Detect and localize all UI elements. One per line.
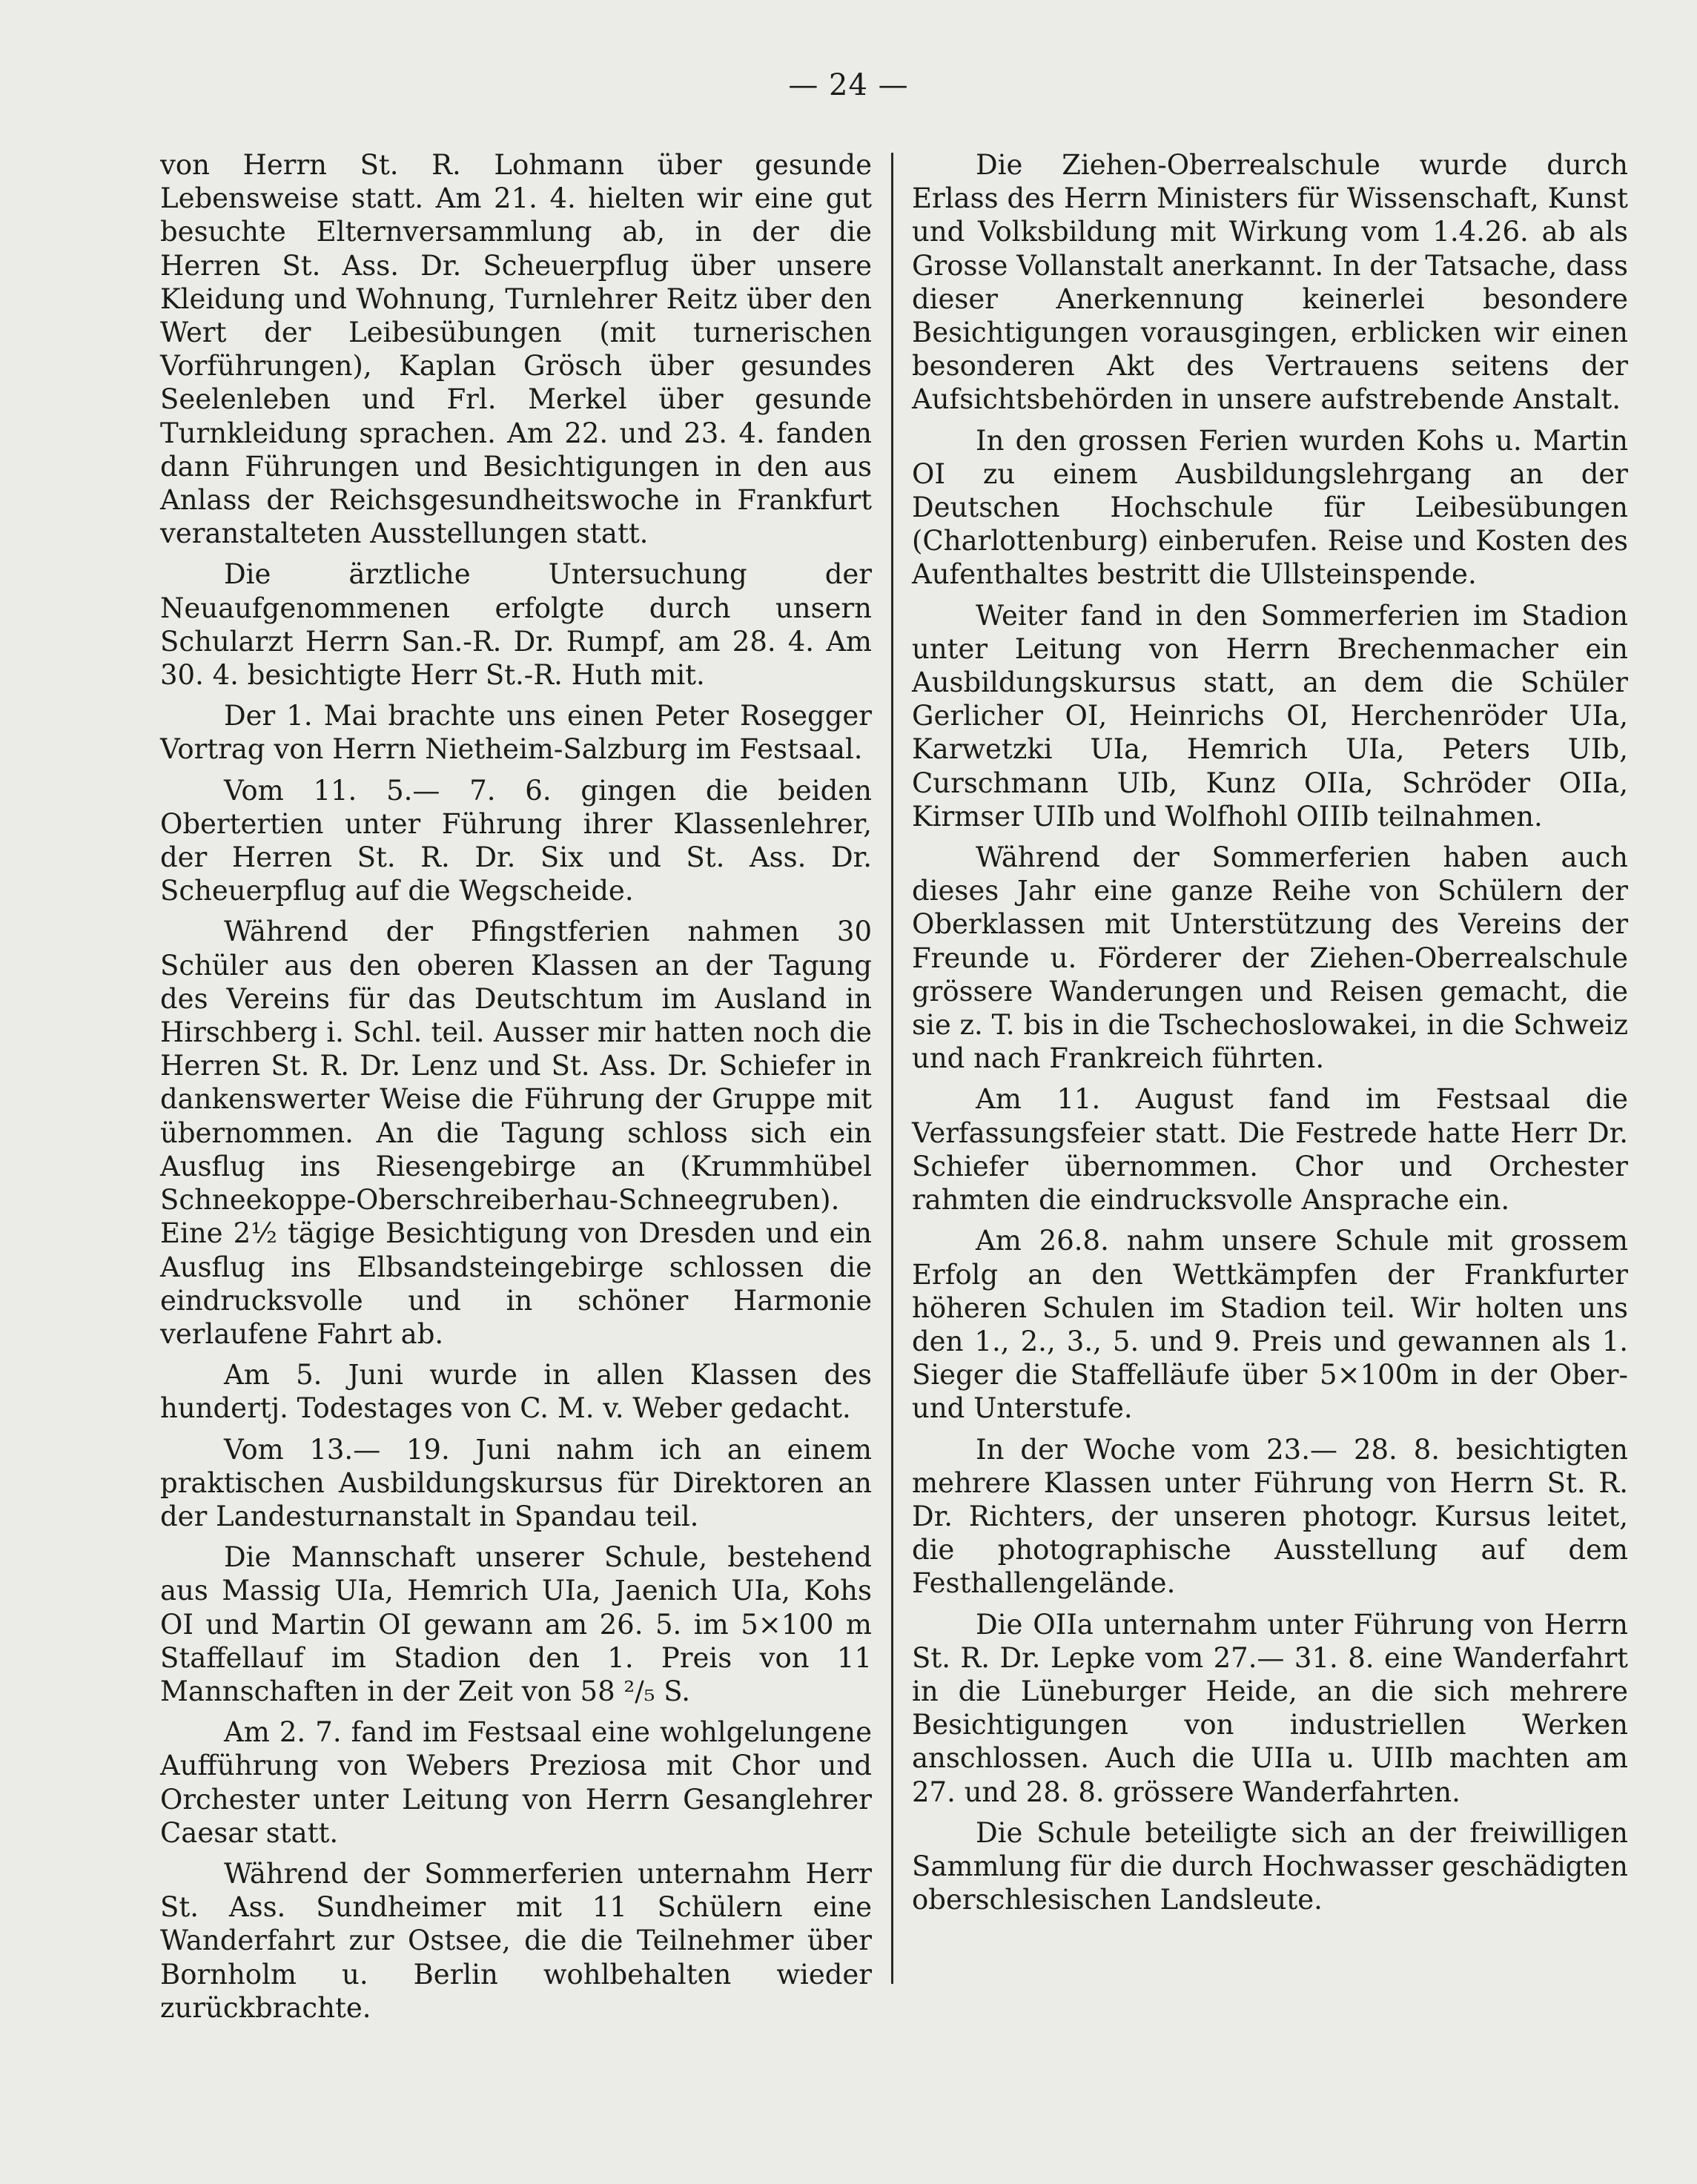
paragraph: In der Woche vom 23.— 28. 8. besichtigten mehrere Klassen unter Führung von Herrn St. R. Dr. Richters, der unseren photogr. Kursus leitet, die photographische Ausstellung auf dem Festhallengelände.: [912, 1433, 1628, 1600]
paragraph: Während der Sommerferien unternahm Herr St. Ass. Sundheimer mit 11 Schülern eine Wanderfahrt zur Ostsee, die die Teilnehmer über Bornholm u. Berlin wohlbehalten wieder zurückbrachte.: [160, 1857, 872, 2024]
paragraph: Am 26.8. nahm unsere Schule mit grossem Erfolg an den Wettkämpfen der Frankfurter höheren Schulen im Stadion teil. Wir holten uns den 1., 2., 3., 5. und 9. Preis und gewannen als 1. Sieger die Staffelläufe über 5×100m in der Ober- und Unterstufe.: [912, 1225, 1628, 1425]
paragraph: Vom 11. 5.— 7. 6. gingen die beiden Obertertien unter Führung ihrer Klassenlehrer, der Herren St. R. Dr. Six und St. Ass. Dr. Scheuerpflug auf die Wegscheide.: [160, 774, 872, 907]
paragraph: Am 5. Juni wurde in allen Klassen des hundertj. Todestages von C. M. v. Weber gedacht.: [160, 1359, 872, 1425]
paragraph: Vom 13.— 19. Juni nahm ich an einem praktischen Ausbildungskursus für Direktoren an der Landesturnanstalt in Spandau teil.: [160, 1433, 872, 1532]
page-number: — 24 —: [788, 68, 909, 102]
paragraph: In den grossen Ferien wurden Kohs u. Martin OI zu einem Ausbildungslehrgang an der Deutschen Hochschule für Leibesübungen (Charlottenburg) einberufen. Reise und Kosten des Aufenthaltes bestritt die Ullsteinspende.: [912, 424, 1628, 591]
paragraph: Während der Pfingstferien nahmen 30 Schüler aus den oberen Klassen an der Tagung des Vereins für das Deutschtum im Ausland in Hirschberg i. Schl. teil. Ausser mir hatten noch die Herren St. R. Dr. Lenz und St. Ass. Dr. Schiefer in dankenswerter Weise die Führung der Gruppe mit übernommen. An die Tagung schloss sich ein Ausflug ins Riesengebirge an (Krummhübel Schneekoppe-Oberschreiberhau-Schneegruben). Eine 2½ tägige Besichtigung von Dresden und ein Ausflug ins Elbsandsteingebirge schlossen die eindrucksvolle und in schöner Harmonie verlaufene Fahrt ab.: [160, 916, 872, 1350]
paragraph: Die Ziehen-Oberrealschule wurde durch Erlass des Herrn Ministers für Wissenschaft, Kunst und Volksbildung mit Wirkung vom 1.4.26. ab als Grosse Vollanstalt anerkannt. In der Tatsache, dass dieser Anerkennung keinerlei besondere Besichtigungen vorausgingen, erblicken wir einen besonderen Akt des Vertrauens seitens der Aufsichtsbehörden in unsere aufstrebende Anstalt.: [912, 149, 1628, 416]
paragraph: Der 1. Mai brachte uns einen Peter Rosegger Vortrag von Herrn Nietheim-Salzburg im Festsaal.: [160, 700, 872, 766]
paragraph: Die Mannschaft unserer Schule, bestehend aus Massig UIa, Hemrich UIa, Jaenich UIa, Kohs OI und Martin OI gewann am 26. 5. im 5×100 m Staffellauf im Stadion den 1. Preis von 11 Mannschaften in der Zeit von 58 ²/₅ S.: [160, 1541, 872, 1707]
left-column: [160, 148, 872, 2032]
paragraph: von Herrn St. R. Lohmann über gesunde Lebensweise statt. Am 21. 4. hielten wir eine gut besuchte Elternversammlung ab, in der die Herren St. Ass. Dr. Scheuerpflug über unsere Kleidung und Wohnung, Turnlehrer Reitz über den Wert der Leibesübungen (mit turnerischen Vorführungen), Kaplan Grösch über gesundes Seelenleben und Frl. Merkel über gesunde Turnkleidung sprachen. Am 22. und 23. 4. fanden dann Führungen und Besichtigungen in den aus Anlass der Reichsgesundheitswoche in Frankfurt veranstalteten Ausstellungen statt.: [160, 149, 872, 550]
paragraph: Die Schule beteiligte sich an der freiwilligen Sammlung für die durch Hochwasser geschädigten oberschlesischen Landsleute.: [912, 1816, 1628, 1916]
paragraph: Während der Sommerferien haben auch dieses Jahr eine ganze Reihe von Schülern der Oberklassen mit Unterstützung des Vereins der Freunde u. Förderer der Ziehen-Oberrealschule grössere Wanderungen und Reisen gemacht, die sie z. T. bis in die Tschechoslowakei, in die Schweiz und nach Frankreich führten.: [912, 841, 1628, 1075]
column-divider: [891, 153, 893, 1984]
paragraph: Am 2. 7. fand im Festsaal eine wohlgelungene Aufführung von Webers Preziosa mit Chor und Orchester unter Leitung von Herrn Gesanglehrer Caesar statt.: [160, 1716, 872, 1849]
paragraph: Weiter fand in den Sommerferien im Stadion unter Leitung von Herrn Brechenmacher ein Ausbildungskursus statt, an dem die Schüler Gerlicher OI, Heinrichs OI, Herchenröder UIa, Karwetzki UIa, Hemrich UIa, Peters UIb, Curschmann UIb, Kunz OIIa, Schröder OIIa, Kirmser UIIb und Wolfhohl OIIIb teilnahmen.: [912, 599, 1628, 833]
paragraph: Die ärztliche Untersuchung der Neuaufgenommenen erfolgte durch unsern Schularzt Herrn San.-R. Dr. Rumpf, am 28. 4. Am 30. 4. besichtigte Herr St.-R. Huth mit.: [160, 558, 872, 692]
paragraph: Die OIIa unternahm unter Führung von Herrn St. R. Dr. Lepke vom 27.— 31. 8. eine Wanderfahrt in die Lüneburger Heide, an die sich mehrere Besichtigungen von industriellen Werken anschlossen. Auch die UIIa u. UIIb machten am 27. und 28. 8. grössere Wanderfahrten.: [912, 1608, 1628, 1808]
paragraph: Am 11. August fand im Festsaal die Verfassungsfeier statt. Die Festrede hatte Herr Dr. Schiefer übernommen. Chor und Orchester rahmten die eindrucksvolle Ansprache ein.: [912, 1083, 1628, 1217]
right-column: [912, 148, 1628, 1924]
